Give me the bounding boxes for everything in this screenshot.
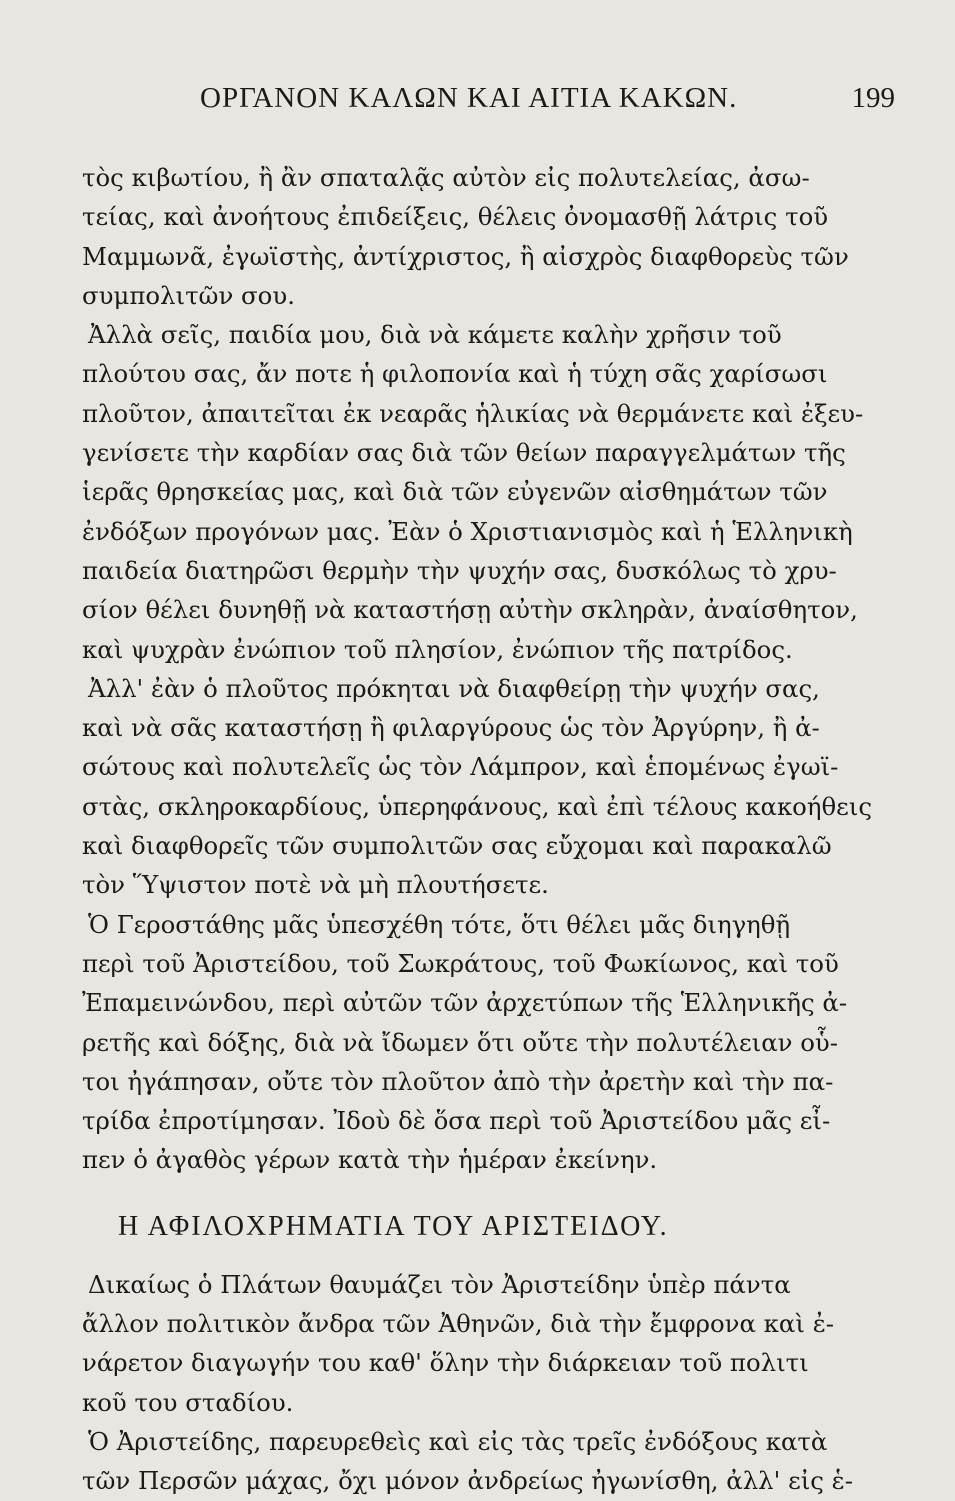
text-line: Δικαίως ὁ Πλάτων θαυμάζει τὸν Ἀριστείδην ὑπὲρ πάντα (88, 1269, 791, 1299)
text-line: περὶ τοῦ Ἀριστείδου, τοῦ Σωκράτους, τοῦ Φωκίωνος, καὶ τοῦ (82, 948, 839, 978)
text-line: πλούτου σας, ἄν ποτε ἡ φιλοπονία καὶ ἡ τύχη σᾶς χαρίσωσι (82, 359, 828, 389)
text-line: Ἐπαμεινώνδου, περὶ αὐτῶν τῶν ἀρχετύπων τῆς Ἑλληνικῆς ἀ- (82, 988, 848, 1018)
text-line: ἄλλον πολιτικὸν ἄνδρα τῶν Ἀθηνῶν, διὰ τὴν ἔμφρονα καὶ ἐ- (82, 1309, 835, 1339)
text-line: ἐνδόξων προγόνων μας. Ἐὰν ὁ Χριστιανισμὸς καὶ ἡ Ἑλληνικὴ (82, 516, 853, 546)
text-line: ἱερᾶς θρησκείας μας, καὶ διὰ τῶν εὐγενῶν αἰσθημάτων τῶν (82, 477, 828, 507)
running-head-title: ΟΡΓΑΝΟΝ ΚΑΛΩΝ ΚΑΙ ΑΙΤΙΑ ΚΑΚΩΝ. (200, 82, 738, 114)
text-line: νάρετον διαγωγήν του καθ' ὅλην τὴν διάρκειαν τοῦ πολιτι (82, 1348, 809, 1378)
text-line: τὸν Ὕψιστον ποτὲ νὰ μὴ πλουτήσετε. (82, 870, 549, 900)
text-line: παιδεία διατηρῶσι θερμὴν τὴν ψυχήν σας, δυσκόλως τὸ χρυ- (82, 555, 837, 585)
body-text-2 (82, 1265, 895, 1501)
running-head (82, 82, 895, 132)
text-line: γενίσετε τὴν καρδίαν σας διὰ τῶν θείων παραγγελμάτων τῆς (82, 438, 846, 468)
body-text-1 (82, 158, 895, 1180)
text-line: Ὁ Γεροστάθης μᾶς ὑπεσχέθη τότε, ὅτι θέλει μᾶς διηγηθῇ (88, 909, 791, 939)
text-line: πλοῦτον, ἀπαιτεῖται ἐκ νεαρᾶς ἡλικίας νὰ θερμάνετε καὶ ἐξευ- (82, 398, 864, 428)
text-line: σώτους καὶ πολυτελεῖς ὡς τὸν Λάμπρον, καὶ ἑπομένως ἐγωϊ- (82, 752, 839, 782)
text-line: κοῦ του σταδίου. (82, 1387, 294, 1417)
text-line: στὰς, σκληροκαρδίους, ὑπερηφάνους, καὶ ἐπὶ τέλους κακοήθεις (82, 791, 873, 821)
section-heading: Η ΑΦΙΛΟΧΡΗΜΑΤΙΑ ΤΟΥ ΑΡΙΣΤΕΙΔΟΥ. (118, 1210, 669, 1242)
text-line: τὸς κιβωτίου, ἢ ἂν σπαταλᾷς αὐτὸν εἰς πολυτελείας, ἀσω- (82, 163, 810, 192)
text-line: σίον θέλει δυνηθῇ νὰ καταστήσῃ αὐτὴν σκληρὰν, ἀναίσθητον, (82, 595, 858, 625)
text-line: Μαμμωνᾶ, ἐγωϊστὴς, ἀντίχριστος, ἢ αἰσχρὸς διαφθορεὺς τῶν (82, 241, 849, 271)
page-number: 199 (851, 82, 895, 114)
text-line: συμπολιτῶν σου. (82, 280, 295, 310)
text-line: Ἀλλὰ σεῖς, παιδία μου, διὰ νὰ κάμετε καλὴν χρῆσιν τοῦ (88, 320, 782, 350)
text-line: τῶν Περσῶν μάχας, ὄχι μόνον ἀνδρείως ἠγωνίσθη, ἀλλ' εἰς ἑ- (82, 1466, 854, 1496)
text-line: ρετῆς καὶ δόξης, διὰ νὰ ἴδωμεν ὅτι οὔτε τὴν πολυτέλειαν οὗ- (82, 1027, 839, 1057)
text-line: καὶ ψυχρὰν ἐνώπιον τοῦ πλησίον, ἐνώπιον τῆς πατρίδος. (82, 634, 793, 664)
text-line: Ὁ Ἀριστείδης, παρευρεθεὶς καὶ εἰς τὰς τρεῖς ἐνδόξους κατὰ (88, 1426, 828, 1456)
text-line: τείας, καὶ ἀνοήτους ἐπιδείξεις, θέλεις ὀνομασθῇ λάτρις τοῦ (82, 202, 829, 232)
text-line: τοι ἠγάπησαν, οὔτε τὸν πλοῦτον ἀπὸ τὴν ἀρετὴν καὶ τὴν πα- (82, 1066, 834, 1096)
text-line: καὶ διαφθορεῖς τῶν συμπολιτῶν σας εὔχομαι καὶ παρακαλῶ (82, 831, 832, 861)
text-line: καὶ νὰ σᾶς καταστήσῃ ἢ φιλαργύρους ὡς τὸν Ἀργύρην, ἢ ἀ- (82, 713, 820, 743)
text-line: Ἀλλ' ἐὰν ὁ πλοῦτος πρόκηται νὰ διαφθείρῃ τὴν ψυχήν σας, (88, 673, 820, 703)
text-line: πεν ὁ ἀγαθὸς γέρων κατὰ τὴν ἡμέραν ἐκείνην. (82, 1145, 658, 1175)
text-line: τρίδα ἐπροτίμησαν. Ἰδοὺ δὲ ὅσα περὶ τοῦ Ἀριστείδου μᾶς εἶ- (82, 1106, 831, 1136)
